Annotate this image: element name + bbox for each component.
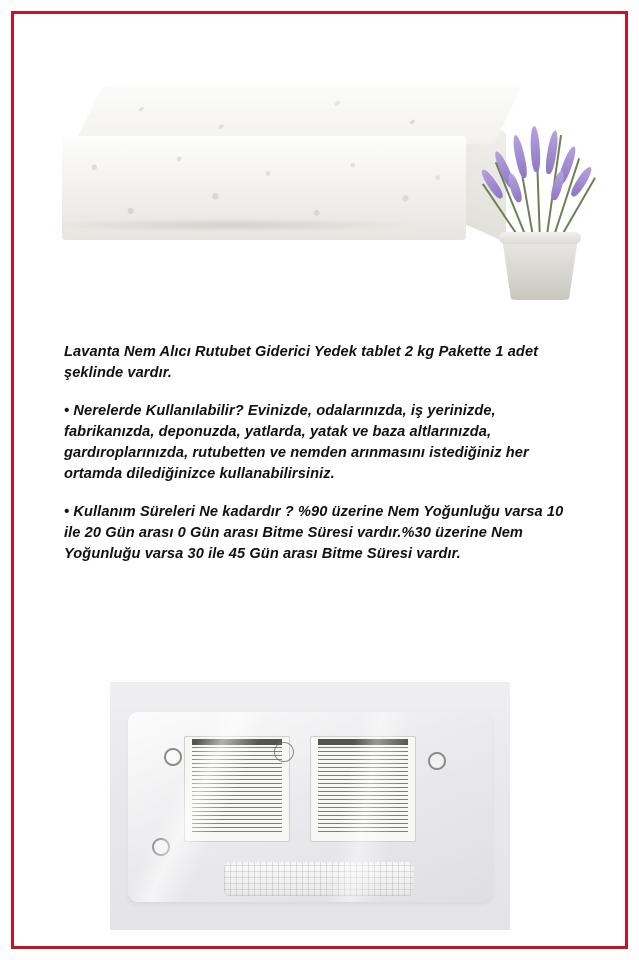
lavender-bud: [530, 126, 541, 172]
tablet-shadow: [40, 218, 420, 232]
plant-pot-rim: [499, 232, 581, 244]
page-content: [20, 20, 619, 940]
packaging-photo: [110, 682, 510, 930]
lavender-bud: [549, 170, 566, 201]
intro-paragraph: Lavanta Nem Alıcı Rutubet Giderici Yedek tablet 2 kg Pakette 1 adet şeklinde vardır.: [64, 344, 539, 381]
plant-pot: [502, 238, 578, 300]
plastic-bag: [128, 712, 492, 902]
duration-paragraph: • Kullanım Süreleri Ne kadardır ? %90 üzerine Nem Yoğunluğu varsa 10 ile 20 Gün arası 0 Gün arası Bitme Süresi vardır.%30 üzerine Nem Yoğunluğu varsa 30 ile 45 Gün arası Bitme Süresi vardır.: [64, 504, 564, 562]
lavender-bud: [511, 134, 529, 179]
hero-product-image: [20, 20, 619, 300]
lavender-plant-image: [475, 120, 605, 300]
usage-paragraph: • Nerelerde Kullanılabilir? Evinizde, odalarınızda, iş yerinizde, fabrikanızda, deponuzda, yatlarda, yatak ve baza altlarınızda, gardıroplarınızda, rutubetten ve nemden arınmasını istediğiniz her ortamda dilediğinizce kullanabilirsiniz.: [64, 403, 529, 482]
bag-plastic-sheen: [128, 712, 492, 902]
product-description: [64, 342, 584, 565]
